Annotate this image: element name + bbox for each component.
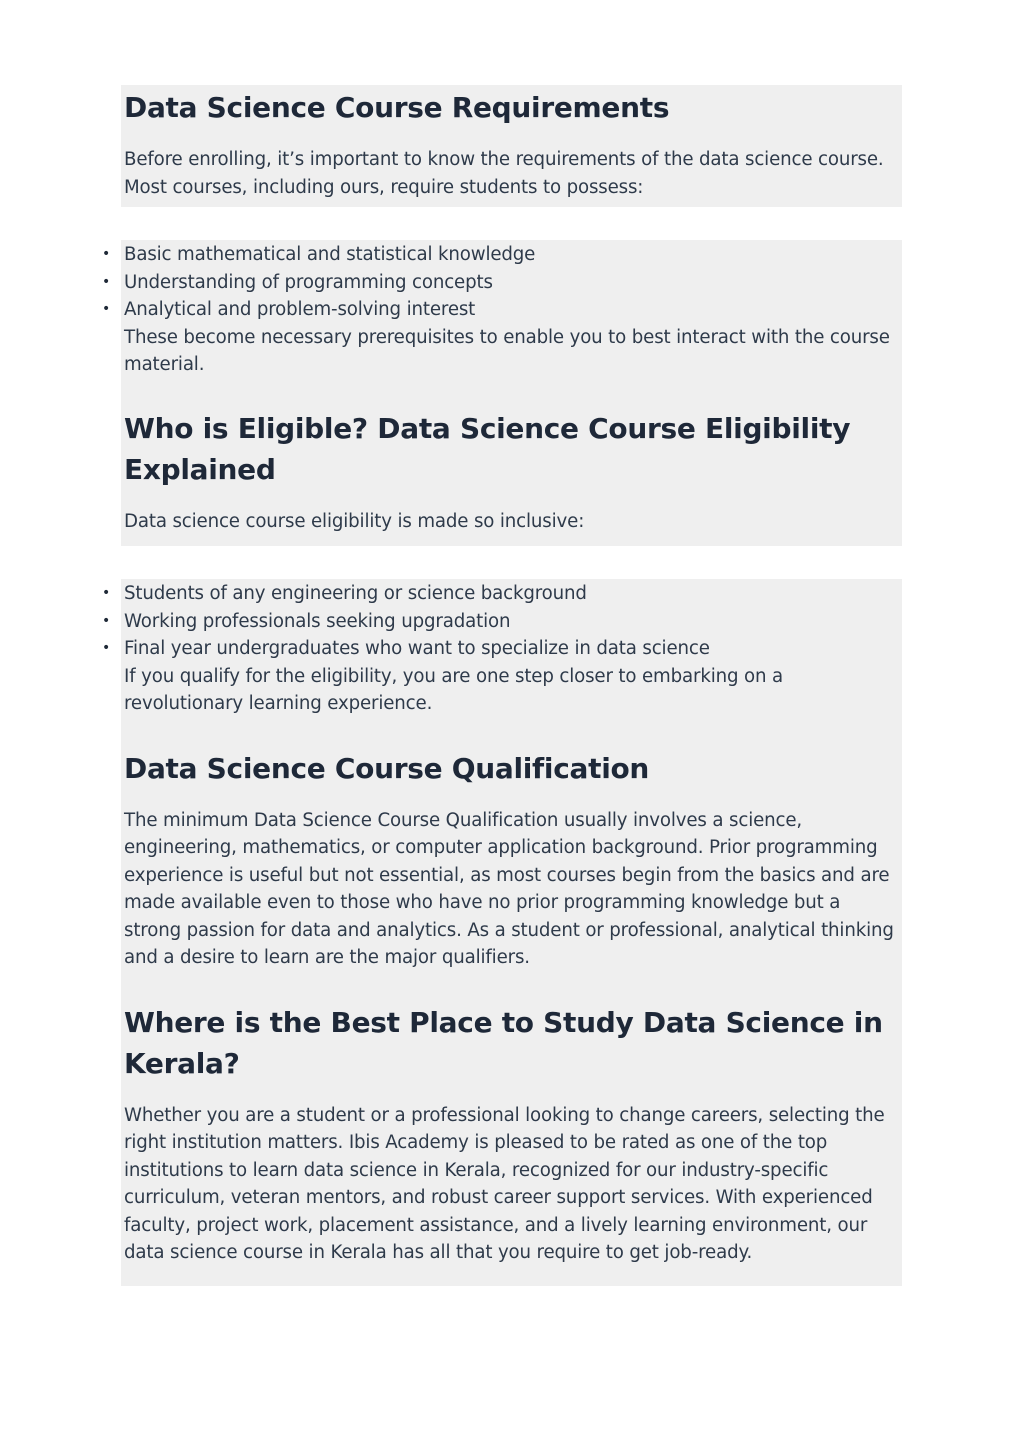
- list-item-text: Final year undergraduates who want to specialize in data science: [124, 638, 710, 659]
- bullet-icon: •: [101, 585, 111, 601]
- bullet-icon: •: [101, 273, 111, 290]
- section-intro: Before enrolling, it’s important to know the requirements of the data science course. Most courses, including ours, require students to possess:: [124, 149, 884, 198]
- section-body: The minimum Data Science Course Qualification usually involves a science, engineering, mathematics, or computer application background. Prior programming experience is useful but not essential, as most courses begin from the basics and are made available even to those who have no prior programming knowledge but a strong passion for data and analytics. As a student or professional, analytical thinking and a desire to learn are the major qualifiers.: [124, 809, 894, 968]
- section-outro: If you qualify for the eligibility, you are one step closer to embarking on a revolutionary learning experience.: [124, 665, 783, 714]
- list-item-text: Students of any engineering or science background: [124, 583, 587, 604]
- eligibility-list-block: [101, 579, 902, 1286]
- list-item: [101, 608, 902, 636]
- list-item-text: Basic mathematical and statistical knowledge: [124, 244, 536, 265]
- requirements-list-block: [101, 240, 902, 546]
- list-item: [101, 635, 902, 663]
- list-item-text: Working professionals seeking upgradation: [124, 610, 511, 632]
- bullet-icon: •: [101, 246, 111, 262]
- bullet-icon: •: [101, 301, 111, 317]
- list-item: [101, 580, 902, 608]
- list-item: [101, 269, 902, 297]
- list-item-text: Analytical and problem-solving interest: [124, 299, 476, 320]
- requirements-list: [101, 241, 902, 324]
- section-outro: These become necessary prerequisites to enable you to best interact with the course material.: [124, 326, 890, 375]
- section-intro: Data science course eligibility is made so inclusive:: [124, 510, 585, 532]
- requirements-section: [121, 85, 902, 207]
- section-heading: Data Science Course Qualification: [124, 751, 650, 785]
- bullet-icon: •: [101, 612, 111, 629]
- section-heading: Who is Eligible? Data Science Course Eligibility Explained: [124, 411, 851, 486]
- section-heading: Data Science Course Requirements: [124, 91, 670, 124]
- eligibility-list: [101, 580, 902, 663]
- bullet-icon: •: [101, 640, 111, 656]
- section-heading: Where is the Best Place to Study Data Science in Kerala?: [124, 1005, 883, 1080]
- list-item-text: Understanding of programming concepts: [124, 271, 493, 293]
- section-body: Whether you are a student or a professional looking to change careers, selecting the right institution matters. Ibis Academy is pleased to be rated as one of the top institutions to learn data science in Kerala, recognized for our industry-specific curriculum, veteran mentors, and robust career support services. With experienced faculty, project work, placement assistance, and a lively learning environment, our data science course in Kerala has all that you require to get job-ready.: [124, 1104, 885, 1263]
- list-item: [101, 296, 902, 324]
- list-item: [101, 241, 902, 269]
